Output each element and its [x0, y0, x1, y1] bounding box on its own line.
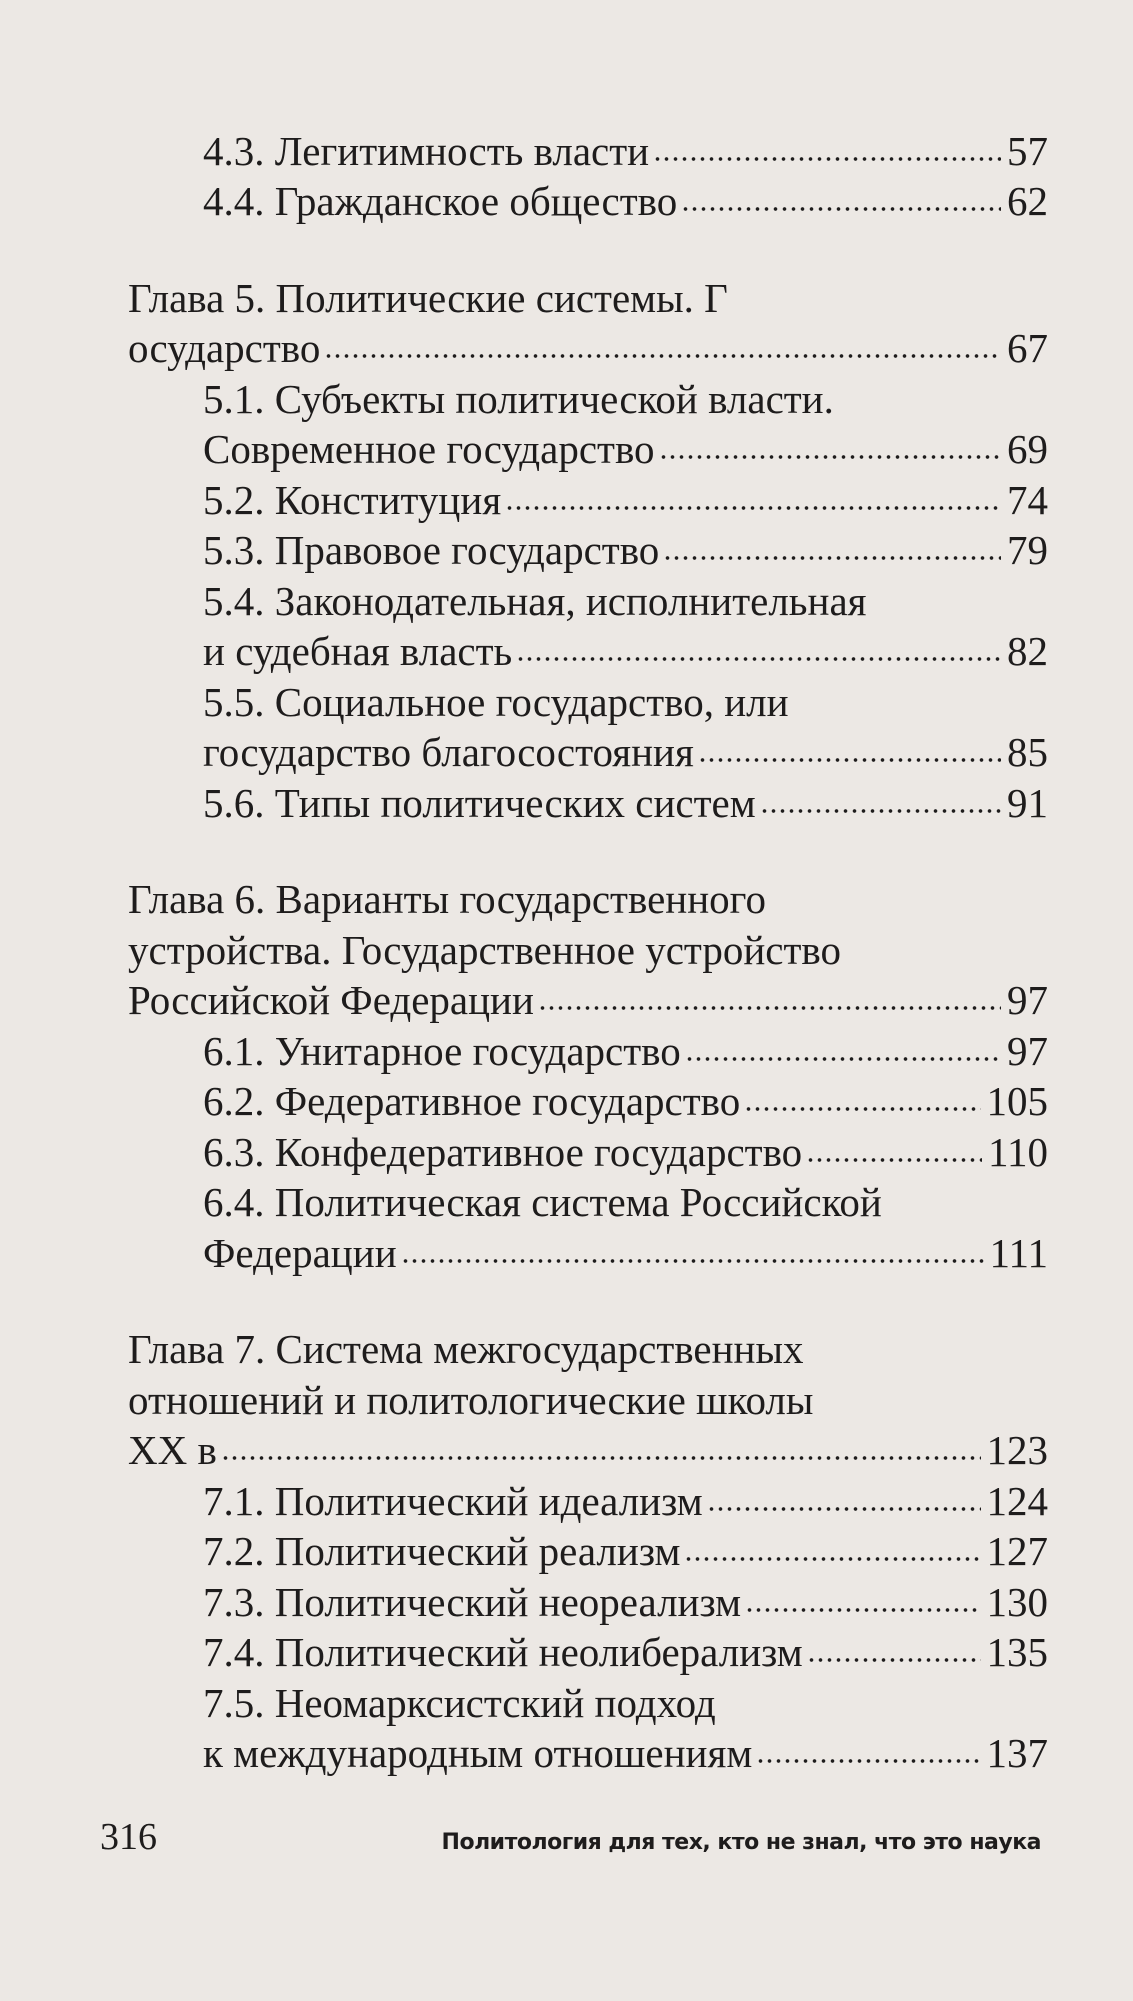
toc-entry-title: 7.2. Политический реализм — [203, 1528, 681, 1574]
toc-page-number: 123 — [986, 1427, 1048, 1473]
dot-leader — [744, 1103, 980, 1115]
dot-leader — [659, 451, 1001, 463]
toc-page-number: 110 — [988, 1128, 1048, 1175]
toc-page-number: 82 — [1007, 628, 1048, 674]
toc-line — [128, 679, 1048, 730]
toc-line — [128, 1129, 1048, 1180]
toc-chapter-entry — [128, 877, 1048, 1029]
dot-leader — [653, 153, 1001, 165]
toc-line — [128, 578, 1048, 629]
toc-line — [128, 1428, 1048, 1479]
toc-section-entry — [128, 528, 1048, 579]
toc-chapter-group — [128, 877, 1048, 1281]
toc-entry-title: 7.4. Политический неолиберализм — [203, 1629, 803, 1675]
toc-entry-title: Российской Федерации — [128, 977, 534, 1023]
toc-section-entry — [128, 578, 1048, 679]
toc-entry-title: 5.5. Социальное государство, или — [203, 678, 789, 725]
toc-page-number: 62 — [1007, 178, 1048, 224]
toc-line — [128, 1230, 1048, 1281]
toc-line — [128, 528, 1048, 579]
toc-line — [128, 1478, 1048, 1529]
toc-entry-title: 6.2. Федеративное государство — [203, 1078, 741, 1124]
toc-entry-title: к международным отношениям — [203, 1730, 753, 1776]
dot-leader — [516, 653, 1001, 665]
table-of-contents — [128, 128, 1048, 1827]
page-footer — [100, 1815, 1041, 1859]
toc-entry-title: 6.3. Конфедеративное государство — [203, 1128, 803, 1175]
toc-page-number: 67 — [1007, 325, 1048, 371]
toc-section-entry — [128, 1680, 1048, 1781]
toc-line — [128, 477, 1048, 528]
toc-entry-title: отношений и политологические школы — [128, 1376, 814, 1423]
page-number: 316 — [100, 1816, 157, 1858]
toc-line — [128, 1731, 1048, 1782]
toc-section-entry — [128, 1529, 1048, 1580]
dot-leader — [698, 754, 1001, 766]
toc-page-number: 124 — [986, 1477, 1048, 1524]
toc-section-entry — [128, 1079, 1048, 1130]
toc-entry-title: и судебная власть — [203, 628, 513, 674]
toc-entry-title: XX в — [128, 1427, 217, 1473]
toc-line — [128, 128, 1048, 179]
toc-section-entry — [128, 780, 1048, 831]
toc-section-entry — [128, 376, 1048, 477]
toc-chapter-entry — [128, 275, 1048, 376]
toc-line — [128, 978, 1048, 1029]
dot-leader — [760, 805, 1001, 817]
toc-page-number: 111 — [989, 1229, 1048, 1276]
toc-line — [128, 275, 1048, 326]
toc-section-entry — [128, 1579, 1048, 1630]
dot-leader — [681, 203, 1001, 215]
dot-leader — [505, 502, 1001, 514]
toc-line — [128, 1079, 1048, 1130]
dot-leader — [707, 1503, 981, 1515]
toc-line — [128, 376, 1048, 427]
toc-page-number: 97 — [1007, 1027, 1048, 1074]
toc-line — [128, 629, 1048, 680]
toc-page-number: 57 — [1007, 127, 1048, 174]
toc-entry-title: 5.4. Законодательная, исполнительная — [203, 577, 867, 624]
toc-entry-title: 5.1. Субъекты политической власти. — [203, 375, 834, 422]
toc-entry-title: государство благосостояния — [203, 729, 694, 775]
toc-page-number: 137 — [986, 1730, 1048, 1776]
dot-leader — [806, 1154, 982, 1166]
dot-leader — [745, 1604, 980, 1616]
toc-line — [128, 326, 1048, 377]
toc-line — [128, 780, 1048, 831]
toc-section-entry — [128, 1028, 1048, 1079]
toc-line — [128, 179, 1048, 230]
toc-line — [128, 927, 1048, 978]
toc-entry-title: устройства. Государственное устройство — [128, 926, 841, 973]
dot-leader — [538, 1002, 1001, 1014]
toc-section-entry — [128, 679, 1048, 780]
toc-page-number: 69 — [1007, 426, 1048, 472]
toc-entry-title: Глава 7. Система межгосударственных — [128, 1326, 804, 1372]
dot-leader — [684, 1553, 980, 1565]
toc-section-entry — [128, 179, 1048, 230]
dot-leader — [324, 350, 1001, 362]
toc-entry-title: Современное государство — [203, 426, 655, 472]
toc-line — [128, 877, 1048, 928]
toc-section-entry — [128, 1129, 1048, 1180]
toc-page-number: 105 — [986, 1078, 1048, 1124]
toc-entry-title: 7.5. Неомарксистский подход — [203, 1679, 716, 1726]
toc-line — [128, 1579, 1048, 1630]
toc-line — [128, 1327, 1048, 1378]
toc-page-number: 127 — [986, 1528, 1048, 1574]
toc-section-entry — [128, 477, 1048, 528]
dot-leader — [221, 1452, 981, 1464]
dot-leader — [663, 552, 1001, 564]
toc-section-entry — [128, 1478, 1048, 1529]
toc-chapter-group — [128, 128, 1048, 229]
toc-line — [128, 1630, 1048, 1681]
toc-page-number: 79 — [1007, 527, 1048, 573]
toc-chapter-entry — [128, 1327, 1048, 1479]
toc-entry-title: Федерации — [203, 1229, 397, 1276]
toc-entry-title: 5.6. Типы политических систем — [203, 779, 756, 826]
toc-page-number: 85 — [1007, 729, 1048, 775]
toc-entry-title: Глава 5. Политические системы. Г — [128, 274, 728, 321]
toc-entry-title: 5.2. Конституция — [203, 476, 502, 523]
toc-line — [128, 1180, 1048, 1231]
toc-line — [128, 1028, 1048, 1079]
toc-section-entry — [128, 128, 1048, 179]
toc-entry-title: 6.4. Политическая система Российской — [203, 1179, 882, 1225]
toc-page-number: 97 — [1007, 977, 1048, 1023]
toc-line — [128, 427, 1048, 478]
dot-leader — [401, 1255, 984, 1267]
toc-page-number: 91 — [1007, 779, 1048, 826]
toc-entry-title: 5.3. Правовое государство — [203, 527, 660, 573]
toc-entry-title: Глава 6. Варианты государственного — [128, 876, 766, 922]
toc-chapter-group — [128, 1327, 1048, 1782]
dot-leader — [756, 1755, 980, 1767]
running-title: Политология для тех, кто не знал, что это наука — [441, 1830, 1041, 1855]
toc-entry-title: 7.3. Политический неореализм — [203, 1578, 742, 1625]
toc-section-entry — [128, 1180, 1048, 1281]
toc-line — [128, 1680, 1048, 1731]
toc-line — [128, 1529, 1048, 1580]
dot-leader — [685, 1053, 1001, 1065]
toc-line — [128, 730, 1048, 781]
toc-entry-title: осударство — [128, 325, 321, 371]
toc-chapter-group — [128, 275, 1048, 831]
toc-entry-title: 7.1. Политический идеализм — [203, 1477, 703, 1524]
dot-leader — [807, 1654, 981, 1666]
toc-page-number: 130 — [986, 1578, 1048, 1625]
toc-line — [128, 1377, 1048, 1428]
toc-entry-title: 4.3. Легитимность власти — [203, 127, 650, 174]
toc-entry-title: 4.4. Гражданское общество — [203, 178, 678, 224]
toc-entry-title: 6.1. Унитарное государство — [203, 1027, 681, 1074]
toc-page-number: 74 — [1007, 476, 1048, 523]
toc-section-entry — [128, 1630, 1048, 1681]
toc-page-number: 135 — [986, 1629, 1048, 1675]
